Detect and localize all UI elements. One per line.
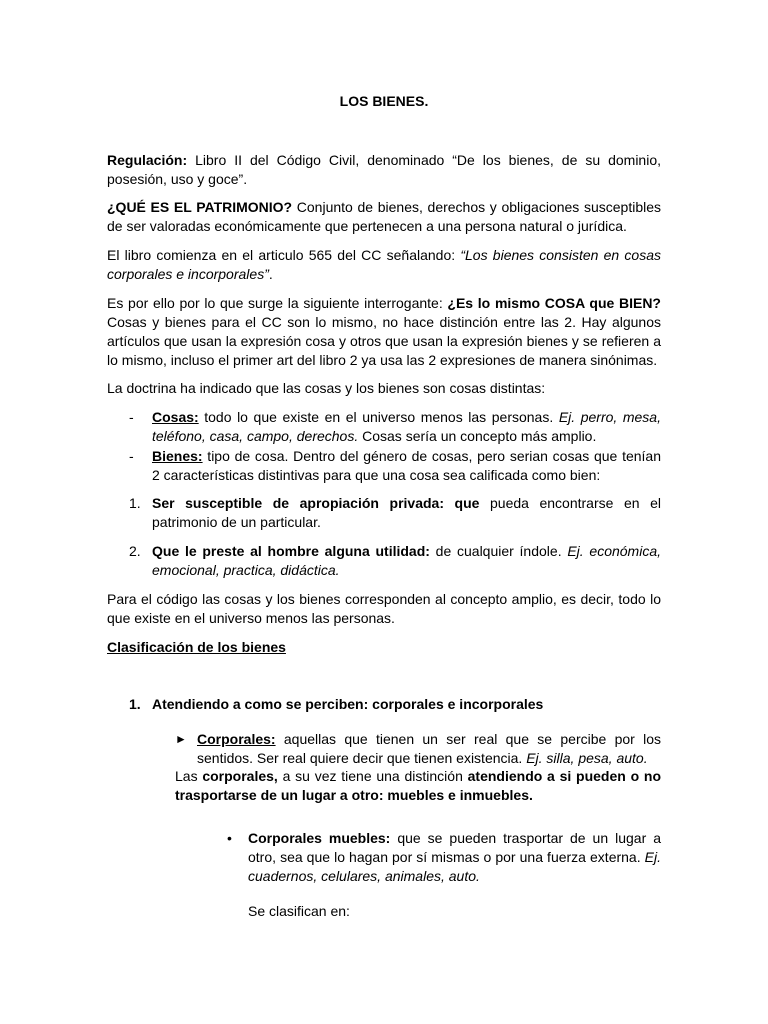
number-marker: 1.: [129, 495, 141, 511]
list-item-cosas-text: [152, 408, 661, 446]
text-corporales: aquellas que tienen un ser real que se percibe por los sentidos. Ser real quiere decir que tienen existencia.: [197, 731, 661, 766]
text-patrimonio: Conjunto de bienes, derechos y obligaciones susceptibles de ser valoradas económicamente que pertenecen a una persona natural o jurídica.: [107, 199, 662, 234]
paragraph-concepto-amplio: Para el código las cosas y los bienes corresponden al concepto amplio, es decir, todo lo que existe en el universo menos las personas.: [107, 591, 661, 626]
text-distincion-c: a su vez tiene una distinción: [277, 768, 468, 784]
paragraph-interrogante: [107, 294, 661, 370]
text-regulacion: Libro II del Código Civil, denominado “De los bienes, de su dominio, posesión, uso y goce”.: [107, 152, 661, 187]
numbered-item-apropiacion-text: [152, 494, 661, 532]
number-marker: 1.: [129, 696, 141, 712]
label-utilidad: Que le preste al hombre alguna utilidad:: [152, 543, 430, 559]
label-patrimonio: ¿QUÉ ES EL PATRIMONIO?: [107, 199, 293, 215]
label-apropiacion: Ser susceptible de apropiación privada: que: [152, 495, 480, 511]
bullet-item-muebles-text: [248, 829, 661, 886]
document-title: LOS BIENES.: [339, 93, 429, 109]
example-muebles: Ej. cuadernos, celulares, animales, auto.: [248, 849, 661, 884]
text-utilidad: de cualquier índole.: [429, 543, 568, 559]
paragraph-doctrina: La doctrina ha indicado que las cosas y los bienes son cosas distintas:: [107, 380, 546, 396]
dash-marker: -: [129, 448, 134, 464]
text-cosas: todo lo que existe en el universo menos las personas.: [198, 409, 559, 425]
text-interrogante-rest: Cosas y bienes para el CC son lo mismo, no hace distinción entre las 2. Hay algunos artículos que usan la expresión cosa y otros que usan la expresión bienes y se refieren a lo mismo, incluso el primer art del libro 2 ya usa las 2 expresiones de manera sinónimas.: [107, 314, 661, 368]
subheading-percepcion-text: Atendiendo a como se perciben: corporales e incorporales: [152, 696, 544, 712]
text-muebles: que se pueden trasportar de un lugar a otro, sea que lo hagan por sí mismas o por una fuerza externa.: [248, 830, 662, 865]
paragraph-patrimonio: [107, 198, 661, 236]
text-interrogante: Es por ello por lo que surge la siguiente interrogante:: [107, 295, 448, 311]
question-cosa-bien: ¿Es lo mismo COSA que BIEN?: [447, 295, 661, 311]
arrow-item-corporales-text: [197, 730, 661, 768]
text-articulo: El libro comienza en el articulo 565 del CC señalando:: [107, 247, 461, 263]
label-corporales: Corporales:: [197, 731, 276, 747]
dash-marker: -: [129, 409, 134, 425]
arrow-bullet-icon: ►: [175, 732, 187, 746]
bold-corporales: corporales,: [202, 768, 278, 784]
label-bienes: Bienes:: [152, 448, 203, 464]
label-muebles: Corporales muebles:: [248, 830, 391, 846]
paragraph-regulacion: [107, 151, 661, 189]
label-cosas: Cosas:: [152, 409, 199, 425]
list-item-bienes-text: [152, 447, 661, 485]
text-bienes: tipo de cosa. Dentro del género de cosas, pero serian cosas que tenían 2 características distintivas para que una cosa sea calificada como bien:: [152, 448, 661, 483]
example-corporales: Ej. silla, pesa, auto.: [526, 750, 648, 766]
bold-distincion: atendiendo a si pueden o no trasportarse de un lugar a otro: muebles e inmuebles.: [175, 768, 662, 803]
bullet-dot-icon: •: [227, 830, 232, 846]
quote-articulo: “Los bienes consisten en cosas corporales e incorporales”: [107, 247, 661, 282]
number-marker: 2.: [129, 543, 141, 559]
numbered-item-utilidad-text: [152, 542, 661, 580]
example-utilidad: Ej. económica, emocional, practica, didáctica.: [152, 543, 661, 578]
label-regulacion: Regulación:: [107, 152, 188, 168]
text-distincion-a: Las: [175, 768, 203, 784]
paragraph-articulo-565: [107, 246, 661, 284]
paragraph-se-clasifican: Se clasifican en:: [248, 903, 350, 919]
section-heading-clasificacion: Clasificación de los bienes: [107, 639, 286, 655]
example-cosas: Ej. perro, mesa, teléfono, casa, campo, derechos.: [152, 409, 661, 444]
text-cosas-rest: Cosas sería un concepto más amplio.: [358, 428, 597, 444]
text-apropiacion: pueda encontrarse en el patrimonio de un particular.: [152, 495, 661, 530]
paragraph-distincion: [175, 767, 661, 805]
text-articulo-end: .: [268, 266, 273, 282]
